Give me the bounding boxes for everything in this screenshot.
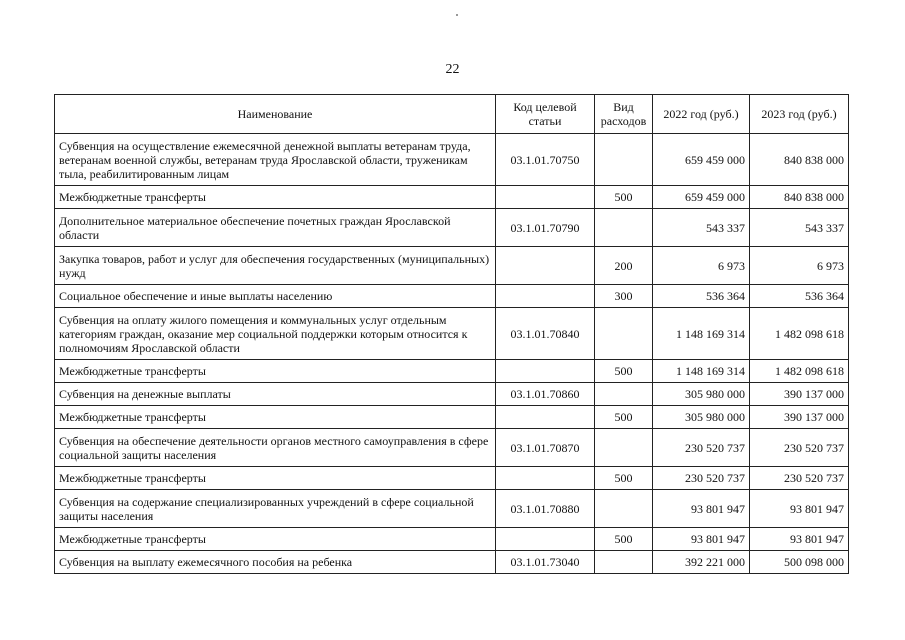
table-row bbox=[55, 209, 849, 247]
cell-2023: 6 973 bbox=[750, 247, 849, 285]
cell-type: 500 bbox=[595, 406, 653, 429]
cell-2023: 543 337 bbox=[750, 209, 849, 247]
header-2023: 2023 год (руб.) bbox=[750, 95, 849, 134]
cell-name: Субвенция на оплату жилого помещения и коммунальных услуг отдельным категориям граждан, оказание мер социальной поддержки которым относится к полномочиям Ярославской области bbox=[55, 308, 496, 360]
cell-name: Субвенция на обеспечение деятельности органов местного самоуправления в сфере социальной защиты населения bbox=[55, 429, 496, 467]
cell-code: 03.1.01.70790 bbox=[496, 209, 595, 247]
cell-name: Закупка товаров, работ и услуг для обеспечения государственных (муниципальных) нужд bbox=[55, 247, 496, 285]
cell-2022: 392 221 000 bbox=[653, 551, 750, 574]
cell-name: Межбюджетные трансферты bbox=[55, 467, 496, 490]
cell-name: Межбюджетные трансферты bbox=[55, 186, 496, 209]
cell-2022: 659 459 000 bbox=[653, 186, 750, 209]
cell-name: Субвенция на содержание специализированных учреждений в сфере социальной защиты населения bbox=[55, 490, 496, 528]
cell-type bbox=[595, 490, 653, 528]
cell-2023: 1 482 098 618 bbox=[750, 360, 849, 383]
cell-type: 500 bbox=[595, 186, 653, 209]
header-row bbox=[55, 95, 849, 134]
cell-2022: 6 973 bbox=[653, 247, 750, 285]
page-number: 22 bbox=[445, 62, 460, 77]
cell-type bbox=[595, 209, 653, 247]
cell-code: 03.1.01.70840 bbox=[496, 308, 595, 360]
cell-2023: 230 520 737 bbox=[750, 429, 849, 467]
header-type: Вид расходов bbox=[595, 95, 653, 134]
cell-code: 03.1.01.70750 bbox=[496, 134, 595, 186]
cell-2023: 1 482 098 618 bbox=[750, 308, 849, 360]
table-row bbox=[55, 528, 849, 551]
cell-name: Межбюджетные трансферты bbox=[55, 528, 496, 551]
cell-2022: 93 801 947 bbox=[653, 528, 750, 551]
cell-code: 03.1.01.70860 bbox=[496, 383, 595, 406]
header-2022: 2022 год (руб.) bbox=[653, 95, 750, 134]
cell-type: 500 bbox=[595, 528, 653, 551]
table-body bbox=[55, 134, 849, 574]
header-name: Наименование bbox=[55, 95, 496, 134]
cell-code: 03.1.01.70880 bbox=[496, 490, 595, 528]
cell-type: 300 bbox=[595, 285, 653, 308]
cell-type: 200 bbox=[595, 247, 653, 285]
cell-name: Субвенция на выплату ежемесячного пособия на ребенка bbox=[55, 551, 496, 574]
cell-2023: 390 137 000 bbox=[750, 383, 849, 406]
cell-code bbox=[496, 406, 595, 429]
cell-name: Дополнительное материальное обеспечение почетных граждан Ярославской области bbox=[55, 209, 496, 247]
table-row bbox=[55, 186, 849, 209]
cell-code bbox=[496, 528, 595, 551]
table-row bbox=[55, 429, 849, 467]
cell-type: 500 bbox=[595, 467, 653, 490]
table-row bbox=[55, 247, 849, 285]
cell-2023: 840 838 000 bbox=[750, 186, 849, 209]
table-row bbox=[55, 467, 849, 490]
table-row bbox=[55, 490, 849, 528]
cell-2022: 536 364 bbox=[653, 285, 750, 308]
cell-2022: 305 980 000 bbox=[653, 383, 750, 406]
table-row bbox=[55, 285, 849, 308]
cell-2022: 1 148 169 314 bbox=[653, 360, 750, 383]
cell-type bbox=[595, 551, 653, 574]
cell-type bbox=[595, 308, 653, 360]
budget-table bbox=[54, 94, 849, 574]
table-row bbox=[55, 551, 849, 574]
header-code: Код целевой статьи bbox=[496, 95, 595, 134]
cell-name: Социальное обеспечение и иные выплаты населению bbox=[55, 285, 496, 308]
cell-2023: 840 838 000 bbox=[750, 134, 849, 186]
cell-2022: 93 801 947 bbox=[653, 490, 750, 528]
table-row bbox=[55, 134, 849, 186]
cell-code bbox=[496, 247, 595, 285]
cell-name: Субвенция на осуществление ежемесячной денежной выплаты ветеранам труда, ветеранам военной службы, ветеранам труда Ярославской области, труженикам тыла, реабилитированным лицам bbox=[55, 134, 496, 186]
cell-code bbox=[496, 467, 595, 490]
cell-2022: 230 520 737 bbox=[653, 429, 750, 467]
cell-2022: 1 148 169 314 bbox=[653, 308, 750, 360]
cell-type bbox=[595, 134, 653, 186]
cell-2023: 390 137 000 bbox=[750, 406, 849, 429]
cell-type bbox=[595, 383, 653, 406]
cell-2022: 230 520 737 bbox=[653, 467, 750, 490]
cell-name: Субвенция на денежные выплаты bbox=[55, 383, 496, 406]
cell-2023: 93 801 947 bbox=[750, 490, 849, 528]
cell-2023: 536 364 bbox=[750, 285, 849, 308]
cell-2023: 230 520 737 bbox=[750, 467, 849, 490]
cell-2022: 305 980 000 bbox=[653, 406, 750, 429]
table-row bbox=[55, 406, 849, 429]
cell-type: 500 bbox=[595, 360, 653, 383]
table-row bbox=[55, 383, 849, 406]
cell-name: Межбюджетные трансферты bbox=[55, 406, 496, 429]
cell-code bbox=[496, 186, 595, 209]
cell-2023: 500 098 000 bbox=[750, 551, 849, 574]
table-row bbox=[55, 360, 849, 383]
cell-2022: 543 337 bbox=[653, 209, 750, 247]
cell-code bbox=[496, 285, 595, 308]
cell-code bbox=[496, 360, 595, 383]
table-header bbox=[55, 95, 849, 134]
scan-speck bbox=[456, 14, 458, 16]
cell-2022: 659 459 000 bbox=[653, 134, 750, 186]
cell-code: 03.1.01.70870 bbox=[496, 429, 595, 467]
cell-name: Межбюджетные трансферты bbox=[55, 360, 496, 383]
cell-2023: 93 801 947 bbox=[750, 528, 849, 551]
table-row bbox=[55, 308, 849, 360]
cell-type bbox=[595, 429, 653, 467]
cell-code: 03.1.01.73040 bbox=[496, 551, 595, 574]
